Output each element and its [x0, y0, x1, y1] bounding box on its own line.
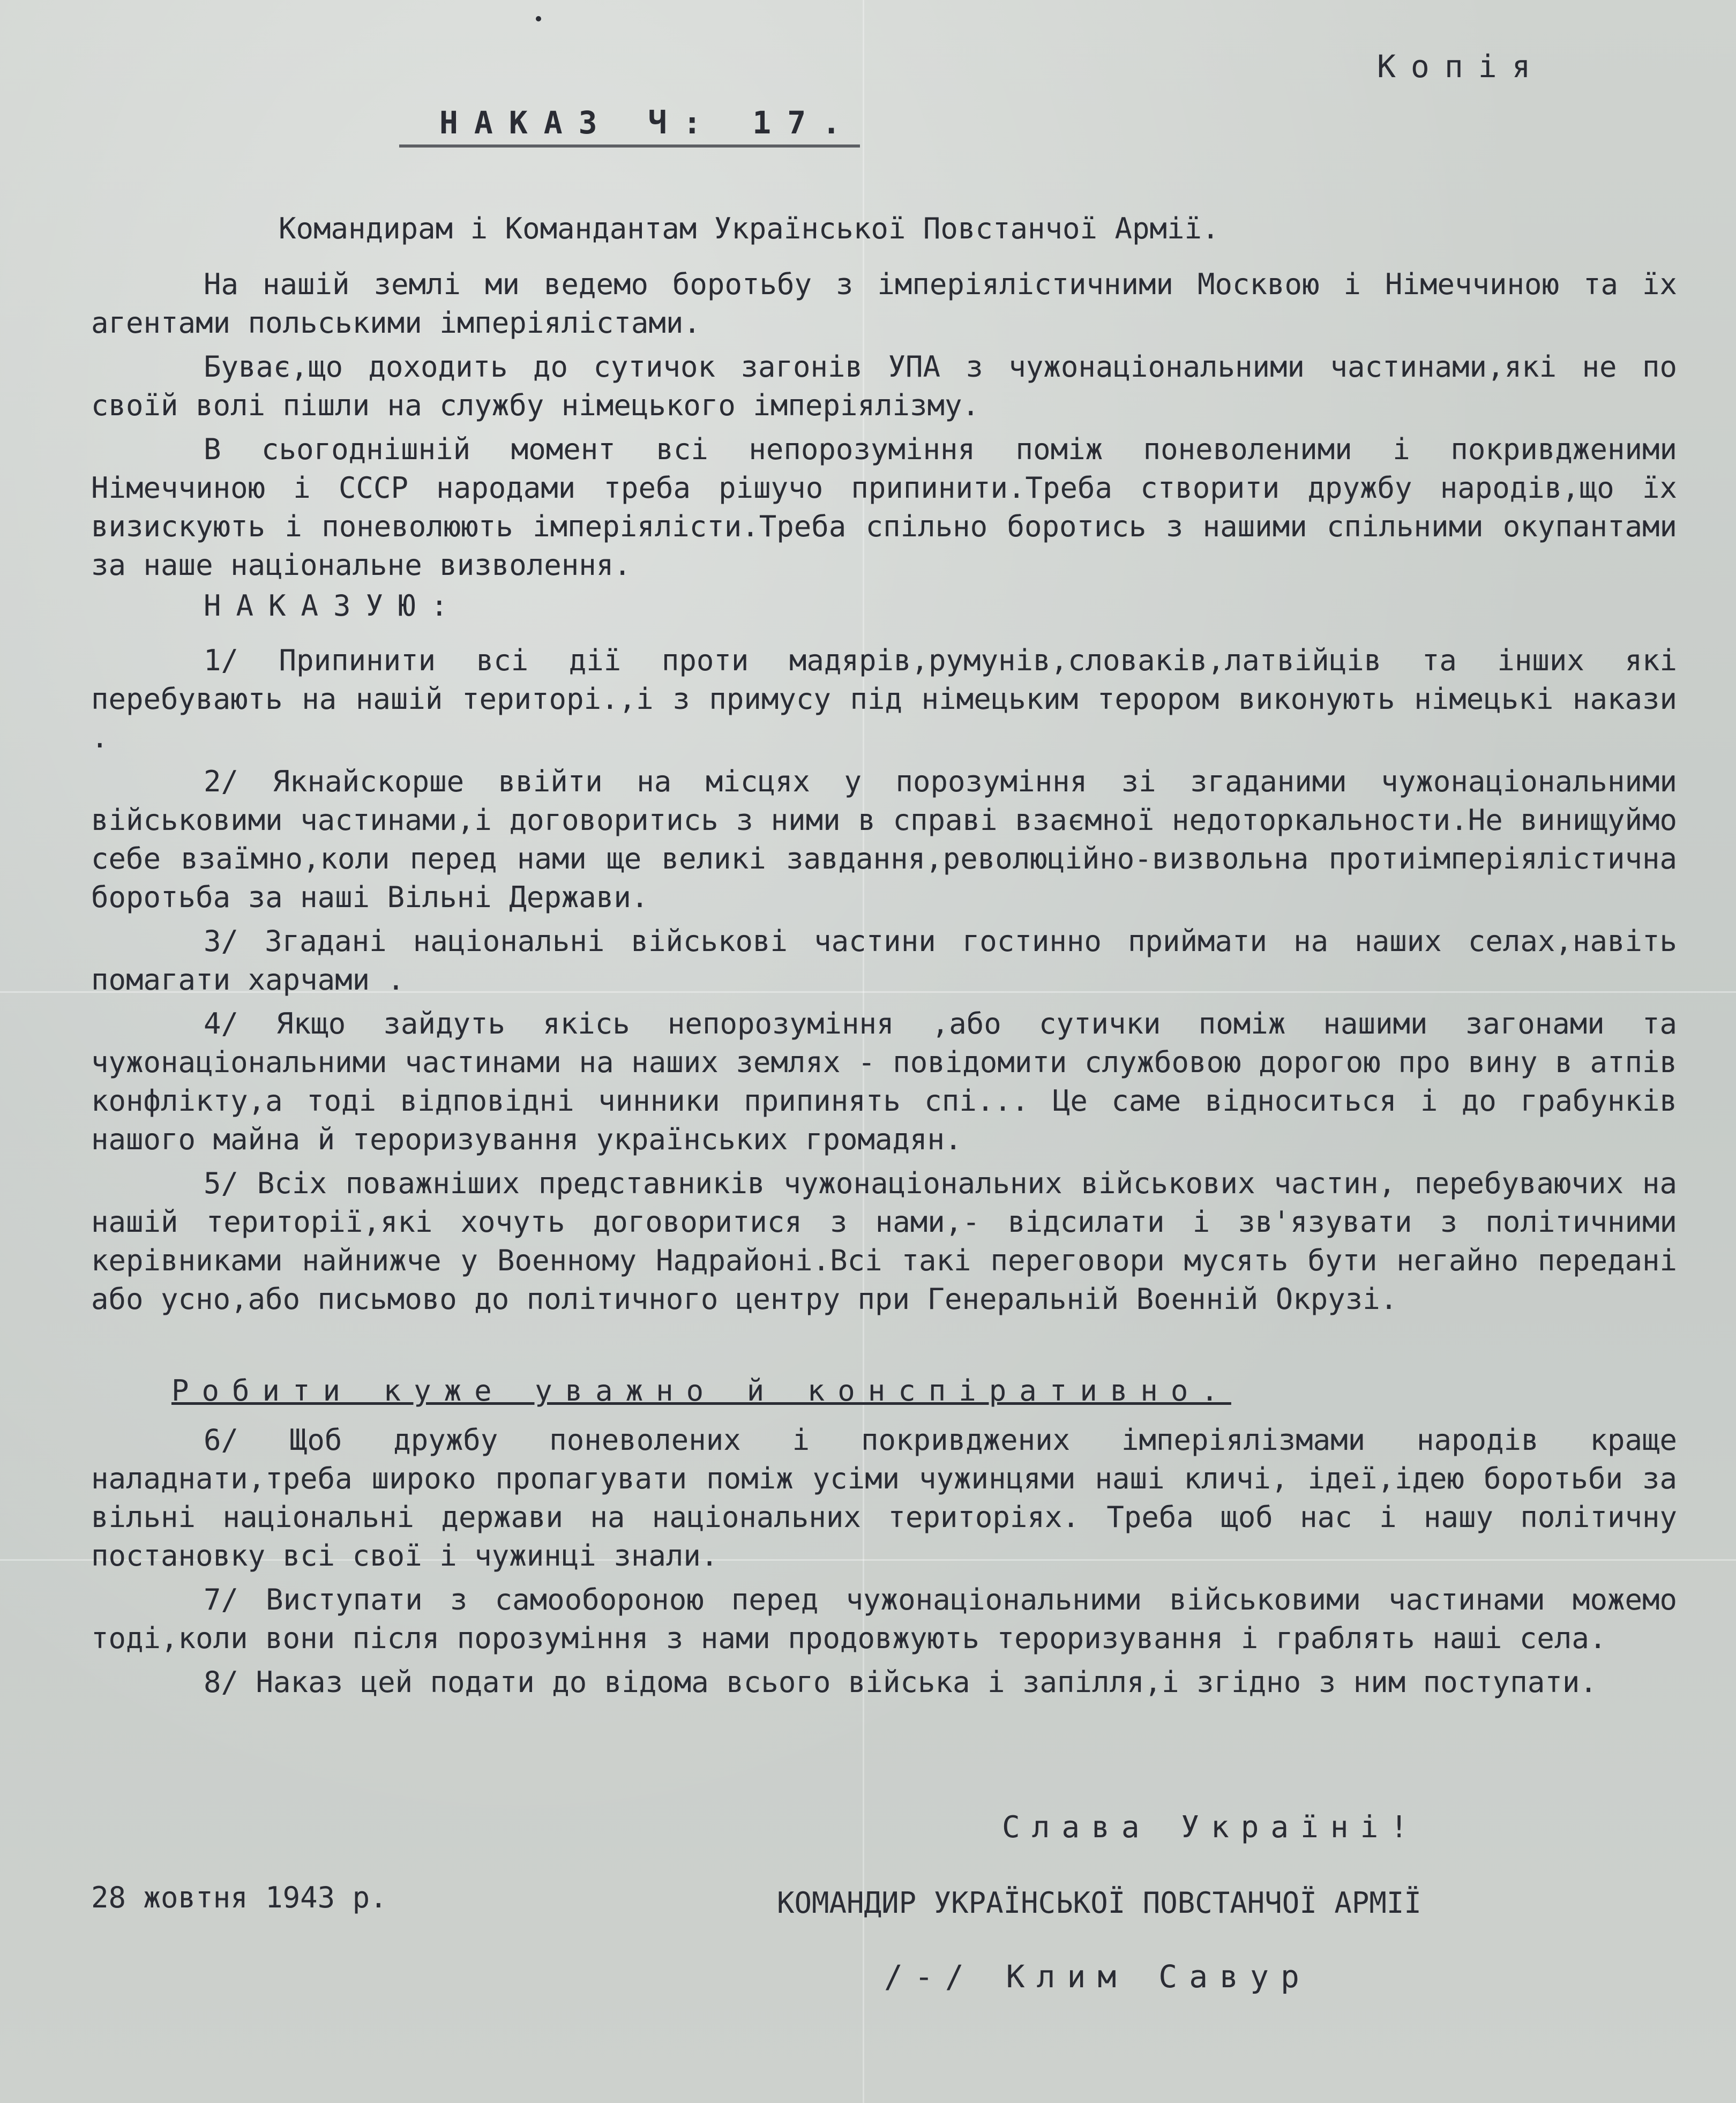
- title-underline: [399, 145, 860, 147]
- intro-block: [91, 265, 1677, 590]
- addressee: Командирам і Командантам Української Повстанчої Армії.: [279, 212, 1219, 245]
- order-item: 4/ Якщо зайдуть якісь непорозуміння ,або сутички поміж нашими загонами та чужонаціональними частинами на наших землях - повідомити службовою дорогою про вину в атпів конфлікту,а тоді відповідні чинники припинять спі... Це саме відноситься і до грабунків нашого майна й тероризування українських громадян.: [91, 1007, 1677, 1156]
- order-title: НАКАЗ Ч: 17.: [439, 104, 857, 141]
- commander-title: КОМАНДИР УКРАЇНСЬКОЇ ПОВСТАНЧОЇ АРМІЇ: [777, 1886, 1421, 1920]
- order-item: 8/ Наказ цей подати до відома всього війська і запілля,і згідно з ним поступати.: [204, 1665, 1597, 1699]
- order-item: 3/ Згадані національні військові частини гостинно приймати на наших селах,навіть помагати харчами .: [91, 924, 1677, 997]
- order-block-b: [91, 1356, 1677, 1707]
- order-block-a: [91, 565, 1677, 1324]
- order-word: НАКАЗУЮ:: [204, 589, 463, 623]
- intro-paragraph: На нашій землі ми ведемо боротьбу з імперіялістичними Москвою і Німеччиною та їх агентами польськими імперіялістами.: [91, 267, 1677, 340]
- order-item: 1/ Припинити всі дії проти мадярів,румунів,словаків,латвійців та інших які перебувають на нашій територі.,і з примусу під німецьким терором виконують німецькі накази .: [91, 643, 1677, 754]
- conspiracy-heading: Робити куже уважно й конспіративно.: [171, 1374, 1231, 1408]
- order-item: 2/ Якнайскорше ввійти на місцях у порозуміння зі згаданими чужонаціональними військовими частинами,і договоритись з ними в справі взаємної недоторкальности.Не винищуймо себе взаїмно,коли перед нами ще великі завдання,революційно-визвольна протиімперіялістична боротьба за наші Вільні Держави.: [91, 765, 1677, 914]
- signature: /-/ Клим Савур: [884, 1958, 1311, 1995]
- copy-mark: Копія: [1377, 48, 1546, 85]
- order-item: 6/ Щоб дружбу поневолених і покривджених імперіялізмами народів краще наладнати,треба широко пропагувати поміж усіми чужинцями наші кличі, ідеї,ідею боротьби за вільні національні держави на національних територіях. Треба щоб нас і нашу політичну постановку всі свої і чужинці знали.: [91, 1423, 1677, 1573]
- intro-paragraph: В сьогоднішній момент всі непорозуміння поміж поневоленими і покривдженими Німеччиною і СССР народами треба рішучо припинити.Треба створити дружбу народів,що їх визискують і поневолюють імперіялісти.Треба спільно боротись з нашими спільними окупантами за наше національне визволення.: [91, 432, 1677, 582]
- order-item: 5/ Всіх поважніших представників чужонаціональних військових частин, перебуваючих на нашій території,які хочуть договоритися з нами,- відсилати і зв'язувати з політичними керівниками найнижче у Военному Надрайоні.Всі такі переговори мусять бути негайно передані або усно,або письмово до політичного центру при Генеральній Военній Окрузі.: [91, 1166, 1677, 1316]
- closing-salute: Слава Україні!: [1002, 1810, 1420, 1845]
- order-item: 7/ Виступати з самообороною перед чужонаціональними військовими частинами можемо тоді,коли вони після порозуміння з нами продовжують тероризування і граблять наші села.: [91, 1583, 1677, 1655]
- document-date: 28 жовтня 1943 р.: [91, 1881, 387, 1914]
- ink-dot: [536, 16, 541, 21]
- intro-paragraph: Буває,що доходить до сутичок загонів УПА з чужонаціональними частинами,які не по своїй волі пішли на службу німецького імперіялізму.: [91, 350, 1677, 422]
